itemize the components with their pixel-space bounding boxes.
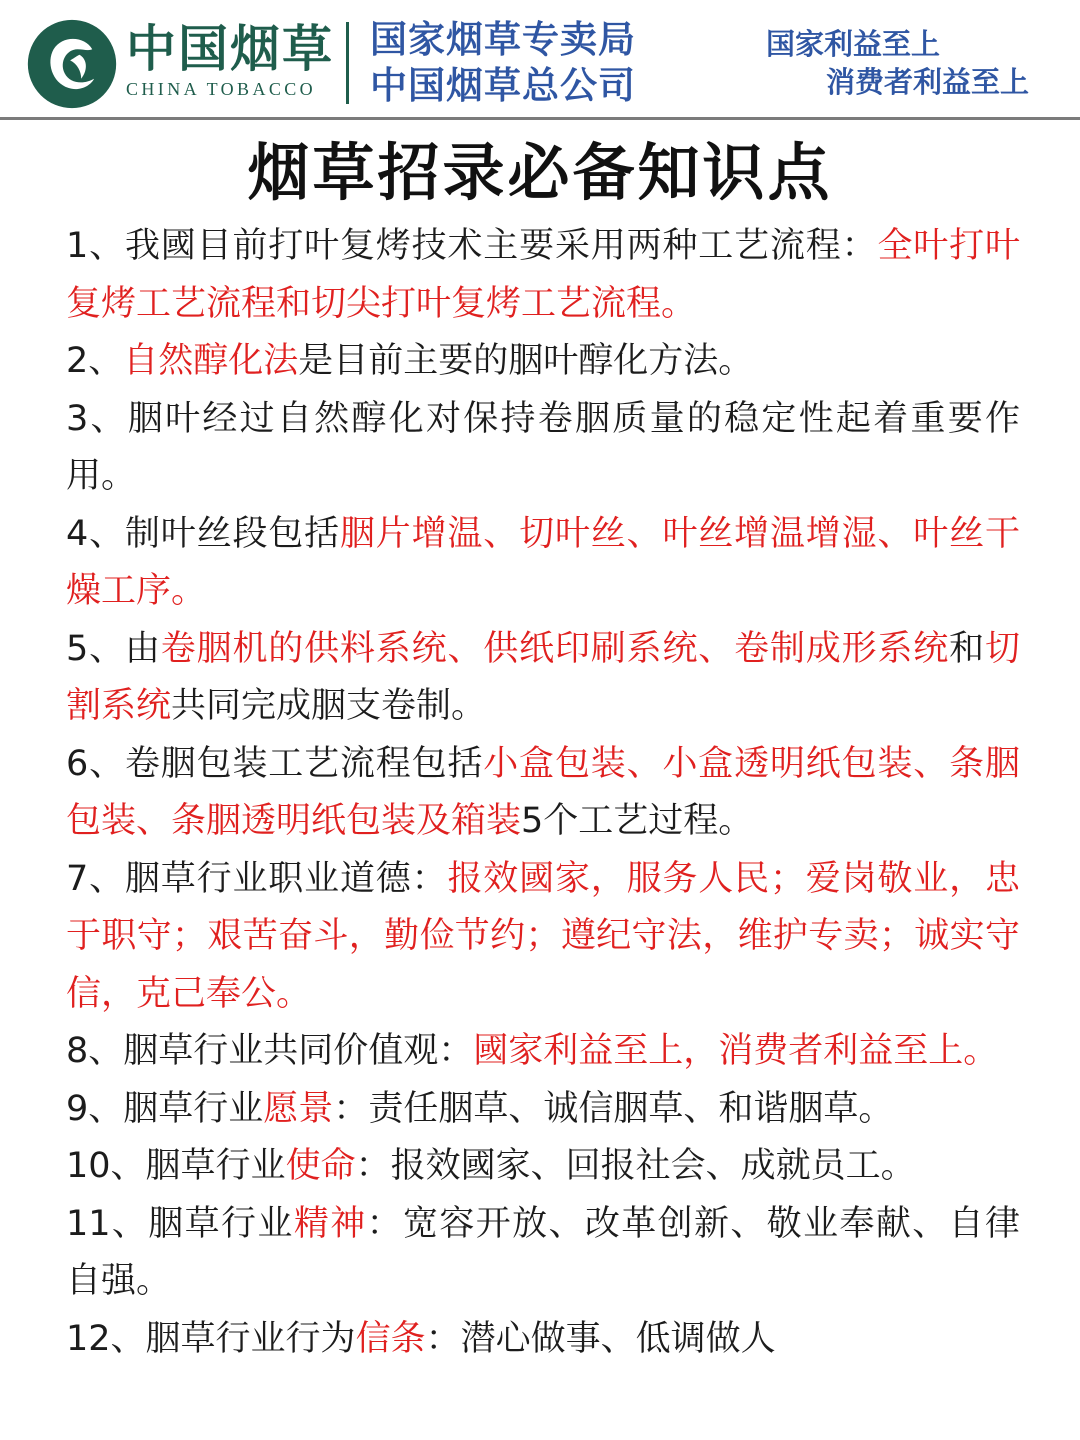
point-number: 9、 [66, 1088, 124, 1129]
knowledge-point [66, 1023, 1020, 1081]
motto-line-1: 国家利益至上 [766, 27, 941, 61]
point-text: 胭叶经过自然醇化对保持卷胭质量的稳定性起着重要作用。 [66, 398, 1020, 496]
org-name-line-2: 中国烟草总公司 [370, 64, 636, 107]
point-number: 4、 [66, 513, 125, 554]
point-number: 10、 [66, 1146, 146, 1186]
point-text: ：潜心做事、低调做人 [425, 1318, 776, 1359]
knowledge-point [66, 506, 1020, 621]
point-text: 胭草行业共同价值观： [123, 1031, 474, 1071]
point-text: 共同完成胭支卷制。 [171, 686, 487, 726]
knowledge-point [66, 1081, 1020, 1139]
knowledge-point [66, 736, 1020, 851]
point-highlight-text: 精神 [293, 1203, 367, 1244]
header-divider [346, 22, 349, 104]
knowledge-point [66, 333, 1020, 391]
point-text: 5个工艺过程。 [521, 801, 754, 841]
point-highlight-text: 卷胭机的供料系统、供纸印刷系统、卷制成形系统 [160, 628, 950, 669]
header [0, 0, 1080, 118]
point-text: 是目前主要的胭叶醇化方法。 [298, 341, 754, 381]
point-number: 11、 [66, 1203, 149, 1244]
point-text: 胭草行业行为 [145, 1318, 356, 1359]
knowledge-point [66, 851, 1020, 1024]
point-highlight-text: 小盒包装、小盒透明纸包装、条胭包装、条胭透明纸包装及箱装 [66, 743, 1020, 841]
header-rule [0, 117, 1080, 120]
point-highlight-text: 胭片增温、切叶丝、叶丝增温增湿、叶丝干燥工序。 [66, 513, 1020, 611]
point-text: 胭草行业 [123, 1088, 264, 1129]
point-highlight-text: 信条 [355, 1318, 426, 1359]
point-highlight-text: 自然醇化法 [123, 341, 299, 381]
knowledge-point [66, 218, 1020, 333]
logo-name-en: CHINA TOBACCO [126, 79, 317, 99]
point-highlight-text: 國家利益至上，消费者利益至上。 [473, 1031, 999, 1071]
point-number: 3、 [66, 398, 128, 439]
point-highlight-text: 愿景 [263, 1088, 334, 1129]
point-number: 1、 [66, 226, 125, 266]
point-text: 胭草行业 [145, 1146, 286, 1186]
point-number: 2、 [66, 341, 124, 381]
point-highlight-text: 使命 [285, 1146, 356, 1186]
page-title: 烟草招录必备知识点 [247, 136, 833, 209]
point-number: 12、 [66, 1318, 146, 1359]
point-text: 和 [949, 628, 985, 669]
point-highlight-text: 全叶打叶复烤工艺流程和切尖打叶复烤工艺流程。 [66, 226, 1020, 324]
point-text: 制叶丝段包括 [124, 513, 340, 554]
point-number: 5、 [66, 628, 125, 669]
point-highlight-text: 切割系统 [66, 628, 1020, 726]
org-name-line-1: 国家烟草专卖局 [370, 18, 636, 61]
point-number: 6、 [66, 743, 125, 784]
point-text: ：责任胭草、诚信胭草、和谐胭草。 [333, 1088, 894, 1129]
point-number: 8、 [66, 1031, 124, 1071]
point-text: 胭草行业 [148, 1203, 294, 1244]
knowledge-point [66, 391, 1020, 506]
china-tobacco-logo-icon [26, 18, 118, 110]
point-highlight-text: 报效國家，服务人民；爱岗敬业，忠于职守；艰苦奋斗，勤俭节约；遵纪守法，维护专卖；诚实守信，克己奉公。 [66, 858, 1020, 1014]
logo-name-cn: 中国烟草 [126, 20, 334, 78]
point-text: 胭草行业职业道德： [124, 858, 448, 899]
point-text: 由 [124, 628, 161, 669]
point-text: 卷胭包装工艺流程包括 [124, 743, 484, 784]
knowledge-point [66, 1311, 1020, 1369]
motto-line-2: 消费者利益至上 [826, 65, 1030, 99]
knowledge-point [66, 621, 1020, 736]
point-text: ：报效國家、回报社会、成就员工。 [355, 1146, 916, 1186]
knowledge-point [66, 1196, 1020, 1311]
knowledge-point [66, 1138, 1020, 1196]
point-text: 我國目前打叶复烤技术主要采用两种工艺流程： [124, 226, 878, 266]
point-text: ：宽容开放、改革创新、敬业奉献、自律自强。 [66, 1203, 1020, 1301]
point-number: 7、 [66, 858, 125, 899]
knowledge-point-list [66, 218, 1020, 1368]
